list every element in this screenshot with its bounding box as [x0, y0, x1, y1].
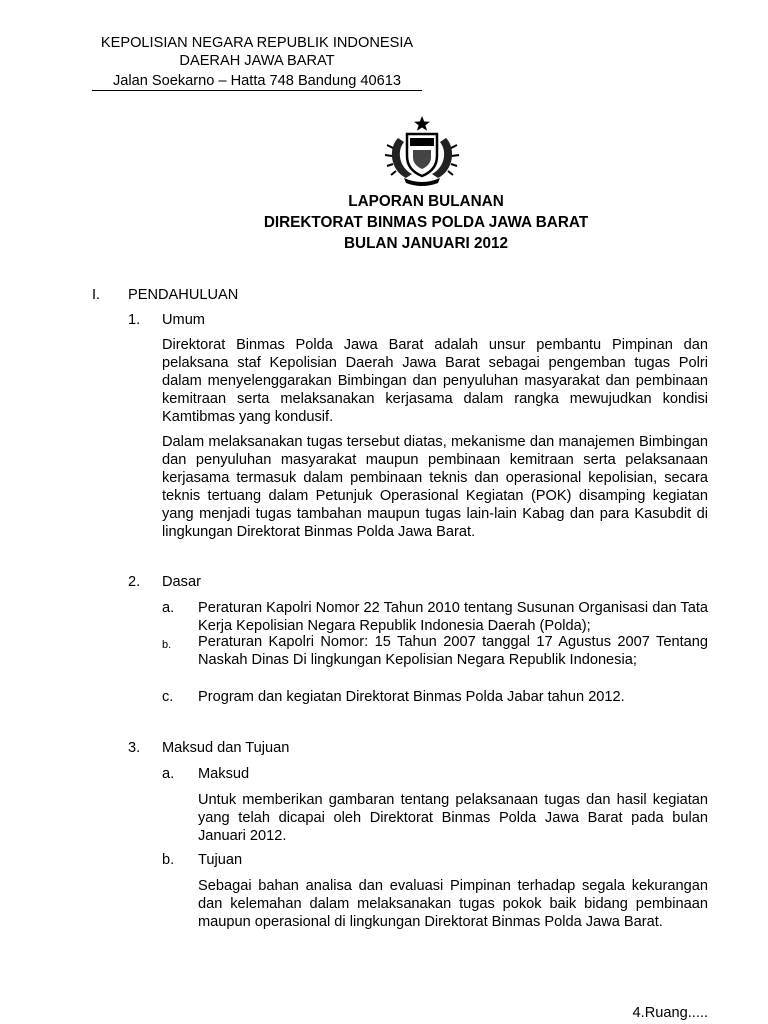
section-number: I.: [92, 287, 101, 303]
subsection-heading-maksud-tujuan: Maksud dan Tujuan: [162, 740, 290, 756]
title-line-2: DIREKTORAT BINMAS POLDA JAWA BARAT: [263, 214, 589, 231]
subsection-heading-dasar: Dasar: [162, 574, 201, 590]
letterhead-institution: KEPOLISIAN NEGARA REPUBLIK INDONESIA: [100, 35, 414, 51]
maksud-heading: Maksud: [198, 766, 250, 782]
list-marker: a.: [162, 766, 175, 782]
subsection-number-dasar: 2.: [128, 574, 141, 590]
maksud-paragraph: Untuk memberikan gambaran tentang pelaksanaan tugas dan hasil kegiatan yang telah dicapai oleh Direktorat Binmas Polda Jawa Barat pada bulan Januari 2012.: [198, 792, 708, 844]
list-marker: b.: [162, 852, 175, 868]
polri-emblem-icon: [382, 114, 462, 186]
document-title: [0, 191, 768, 254]
page-continuation: 4.Ruang.....: [632, 1005, 708, 1021]
umum-paragraph-2: Dalam melaksanakan tugas tersebut diatas, mekanisme dan manajemen Bimbingan dan penyuluhan masyarakat maupun pembinaan kemitraan serta pelaksanaan kerjasama termasuk dalam pembinaan teknis dan operasional kepolisian, secara teknis tertuang dalam Petunjuk Operasional Kegiatan (POK) disamping kegiatan yang menjadi tugas tambahan maupun tugas lain-lain Kabag dan para Kasubdit di lingkungan Direktorat Binmas Polda Jawa Barat.: [162, 434, 708, 540]
umum-paragraph-1: Direktorat Binmas Polda Jawa Barat adalah unsur pembantu Pimpinan dan pelaksana staf Kepolisian Daerah Jawa Barat sebagai pengemban tugas Polri dalam menyelenggarakan Bimbingan dan penyuluhan masyarakat dan pembinaan kemitraan serta melaksanakan kerjasama dalam rangka mewujudkan kondisi Kamtibmas yang kondusif.: [162, 337, 708, 425]
list-marker: b.: [162, 639, 172, 651]
title-line-1: LAPORAN BULANAN: [348, 193, 504, 210]
subsection-number-umum: 1.: [128, 312, 141, 328]
list-item: Peraturan Kapolri Nomor: 15 Tahun 2007 tanggal 17 Agustus 2007 Tentang Naskah Dinas Di lingkungan Kepolisian Negara Republik Indonesia;: [198, 634, 708, 668]
title-line-3: BULAN JANUARI 2012: [343, 235, 509, 252]
letterhead: [92, 34, 422, 91]
list-marker: c.: [162, 689, 174, 705]
subsection-number-maksud-tujuan: 3.: [128, 740, 141, 756]
section-heading: PENDAHULUAN: [128, 287, 239, 303]
letterhead-address: Jalan Soekarno – Hatta 748 Bandung 40613: [92, 72, 422, 91]
list-item: Program dan kegiatan Direktorat Binmas Polda Jabar tahun 2012.: [198, 689, 625, 705]
tujuan-heading: Tujuan: [198, 852, 243, 868]
list-marker: a.: [162, 600, 175, 616]
subsection-heading-umum: Umum: [162, 312, 205, 328]
list-item: Peraturan Kapolri Nomor 22 Tahun 2010 tentang Susunan Organisasi dan Tata Kerja Kepolisian Negara Republik Indonesia Daerah (Polda);: [198, 600, 708, 634]
letterhead-region: DAERAH JAWA BARAT: [179, 53, 335, 69]
tujuan-paragraph: Sebagai bahan analisa dan evaluasi Pimpinan terhadap segala kekurangan dan kelemahan dalam melaksanakan tugas pokok baik bidang pembinaan maupun operasional di lingkungan Direktorat Binmas Polda Jawa Barat.: [198, 878, 708, 930]
